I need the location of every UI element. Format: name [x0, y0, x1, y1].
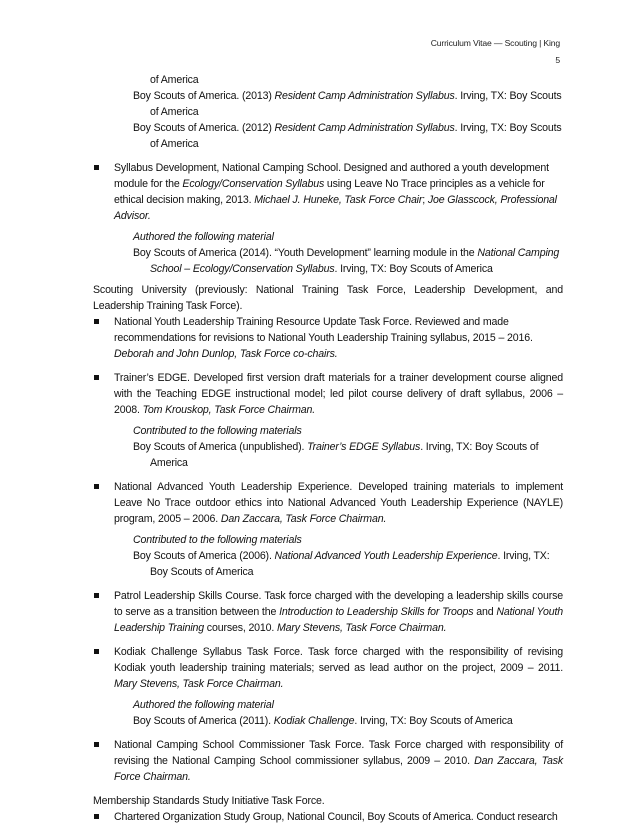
- square-bullet-icon: [94, 593, 99, 598]
- reference-entry: Boy Scouts of America (unpublished). Trainer’s EDGE Syllabus. Irving, TX: Boy Scouts of America: [133, 441, 539, 469]
- page-number: 5: [555, 55, 560, 65]
- list-item: Chartered Organization Study Group, National Council, Boy Scouts of America. Conduct research: [93, 809, 563, 825]
- list-item: National Camping School Commissioner Task Force. Task Force charged with responsibility of revising the National Camping School commissioner syllabus, 2009 – 2010. Dan Zaccara, Task Force Chairman.: [93, 737, 563, 785]
- list-item: Syllabus Development, National Camping School. Designed and authored a youth development module for the Ecology/Conservation Syllabus using Leave No Trace principles as a vehicle for ethical decision making, 2013. Michael J. Huneke, Task Force Chair; Joe Glasscock, Professional Advisor.: [93, 160, 563, 224]
- square-bullet-icon: [94, 649, 99, 654]
- sub-heading: Authored the following material: [133, 699, 274, 711]
- reference-entry: Boy Scouts of America. (2012) Resident Camp Administration Syllabus. Irving, TX: Boy Scouts of America: [133, 122, 562, 150]
- section-heading: Scouting University (previously: National Training Task Force, Leadership Development, and Leadership Training Task Force).: [93, 284, 563, 312]
- list-item: National Youth Leadership Training Resource Update Task Force. Reviewed and made recommendations for revisions to National Youth Leadership Training syllabus, 2015 – 2016. Deborah and John Dunlop, Task Force co-chairs.: [93, 314, 563, 362]
- square-bullet-icon: [94, 319, 99, 324]
- square-bullet-icon: [94, 484, 99, 489]
- square-bullet-icon: [94, 742, 99, 747]
- list-item: Patrol Leadership Skills Course. Task force charged with the developing a leadership skills course to serve as a transition between the Introduction to Leadership Skills for Troops and National Youth Leadership Training courses, 2010. Mary Stevens, Task Force Chairman.: [93, 588, 563, 636]
- reference-entry: Boy Scouts of America. (2013) Resident Camp Administration Syllabus. Irving, TX: Boy Scouts of America: [133, 90, 562, 118]
- square-bullet-icon: [94, 165, 99, 170]
- page-content: [93, 72, 563, 825]
- list-item: National Advanced Youth Leadership Experience. Developed training materials to implement Leave No Trace outdoor ethics into National Advanced Youth Leadership Experience (NAYLE) program, 2005 – 2006. Dan Zaccara, Task Force Chairman.: [93, 479, 563, 527]
- sub-heading: Contributed to the following materials: [133, 534, 302, 546]
- list-item: Kodiak Challenge Syllabus Task Force. Task force charged with the responsibility of revising Kodiak youth leadership training materials; served as lead author on the project, 2009 – 2011. Mary Stevens, Task Force Chairman.: [93, 644, 563, 692]
- reference-continuation: of America: [150, 74, 199, 86]
- sub-heading: Contributed to the following materials: [133, 425, 302, 437]
- square-bullet-icon: [94, 814, 99, 819]
- section-heading: Membership Standards Study Initiative Task Force.: [93, 795, 325, 807]
- reference-entry: Boy Scouts of America (2014). “Youth Development” learning module in the National Camping School – Ecology/Conservation Syllabus. Irving, TX: Boy Scouts of America: [133, 247, 560, 275]
- reference-entry: Boy Scouts of America (2011). Kodiak Challenge. Irving, TX: Boy Scouts of America: [133, 715, 513, 727]
- sub-heading: Authored the following material: [133, 231, 274, 243]
- list-item: Trainer’s EDGE. Developed first version draft materials for a trainer development course aligned with the Teaching EDGE instructional model; led pilot course delivery of draft syllabus, 2006 – 2008. Tom Krouskop, Task Force Chairman.: [93, 370, 563, 418]
- running-header: Curriculum Vitae — Scouting | King: [430, 38, 560, 48]
- reference-entry: Boy Scouts of America (2006). National Advanced Youth Leadership Experience. Irving, TX: Boy Scouts of America: [133, 550, 550, 578]
- square-bullet-icon: [94, 375, 99, 380]
